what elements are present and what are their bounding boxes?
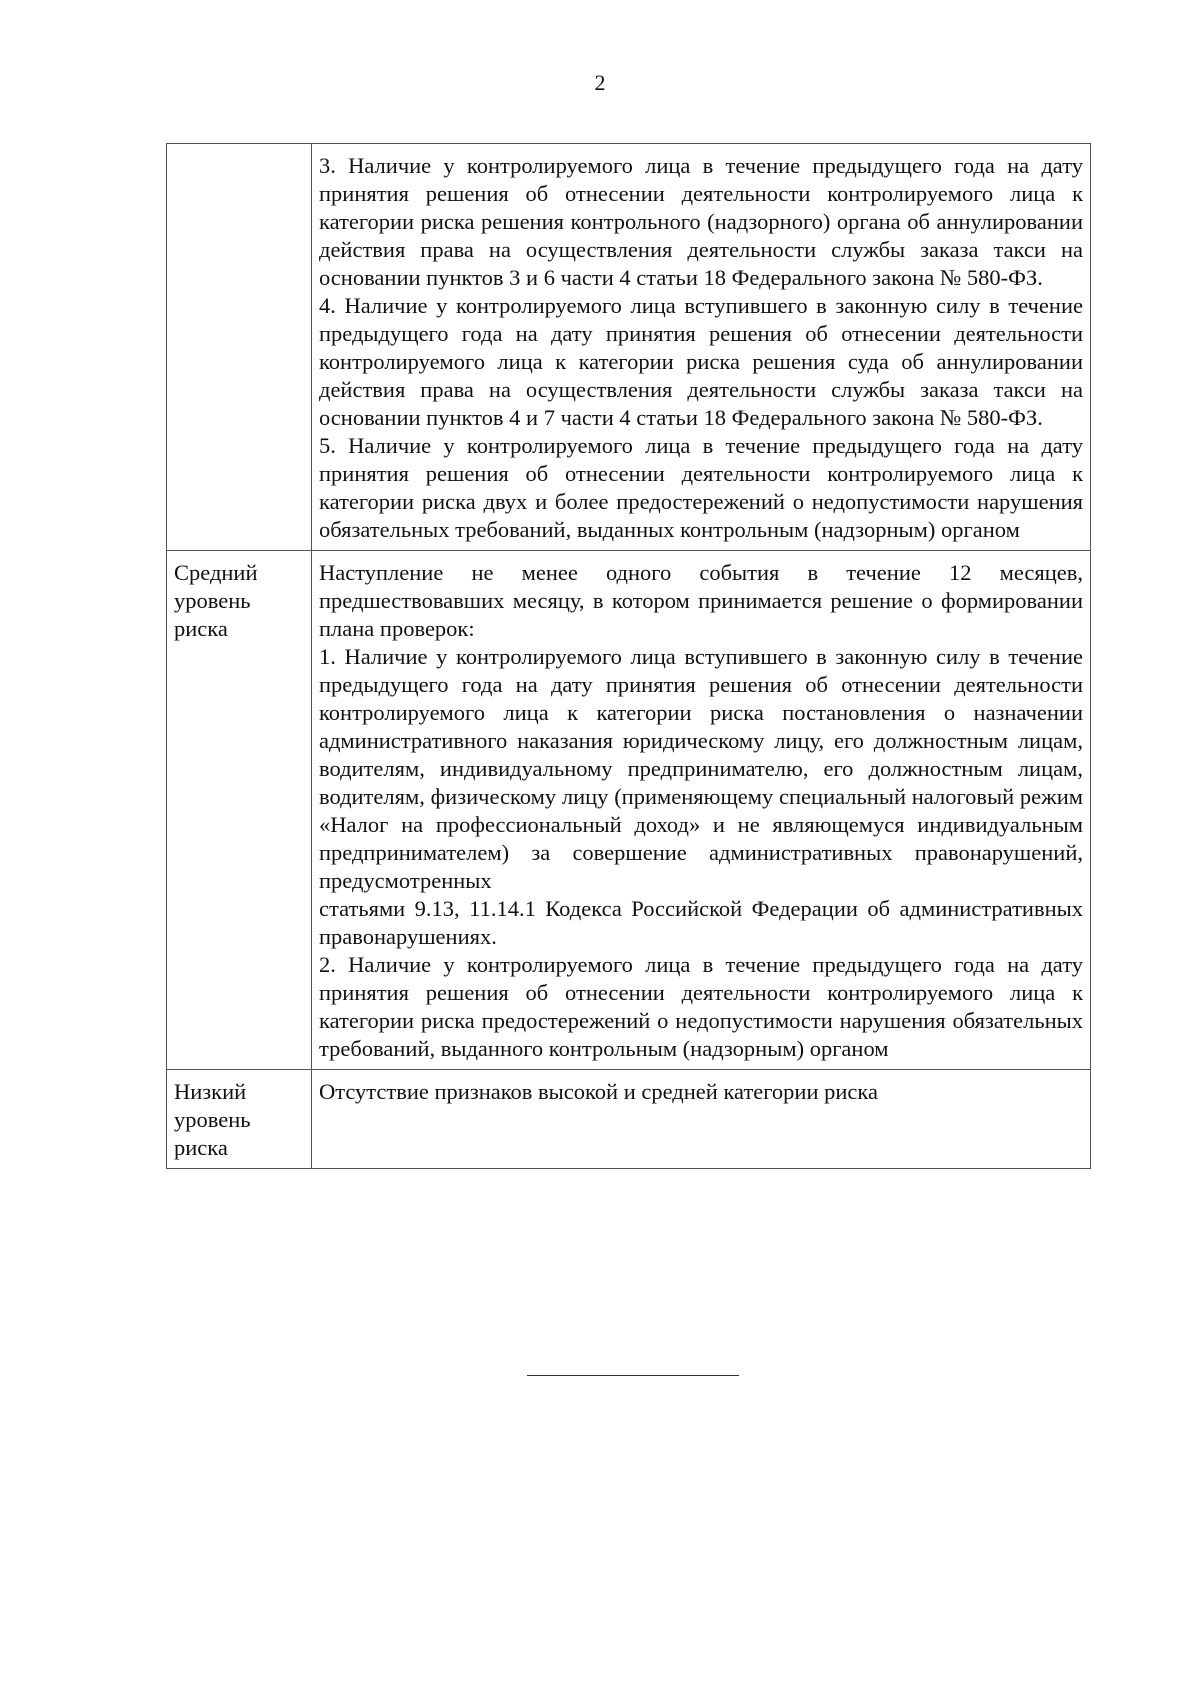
criteria-paragraph: 5. Наличие у контролируемого лица в течение предыдущего года на дату принятия решения об отнесении деятельности контролируемого лица к категории риска двух и более предостережений о недопустимости нарушения обязательных требований, выданных контрольным (надзорным) органом	[319, 433, 1083, 542]
criteria-paragraph: статьями 9.13, 11.14.1 Кодекса Российской Федерации об административных правонарушениях.	[319, 896, 1083, 949]
page-number: 2	[594, 70, 606, 95]
table-row	[167, 144, 1091, 551]
table-row	[167, 551, 1091, 1070]
risk-criteria-cell	[312, 144, 1091, 551]
risk-level-cell: Низкий уровень риска	[167, 1070, 312, 1169]
criteria-paragraph: 4. Наличие у контролируемого лица вступившего в законную силу в течение предыдущего года на дату принятия решения об отнесении деятельности контролируемого лица к категории риска решения суда об аннулировании действия права на осуществления деятельности службы заказа такси на основании пунктов 4 и 7 части 4 статьи 18 Федерального закона № 580-ФЗ.	[319, 293, 1083, 430]
risk-level-cell	[167, 144, 312, 551]
end-of-document-divider	[527, 1375, 739, 1376]
criteria-paragraph: 1. Наличие у контролируемого лица вступившего в законную силу в течение предыдущего года на дату принятия решения об отнесении деятельности контролируемого лица к категории риска постановления о назначении административного наказания юридическому лицу, его должностным лицам, водителям, индивидуальному предпринимателю, его должностным лицам, водителям, физическому лицу (применяющему специальный налоговый режим «Налог на профессиональный доход» и не являющемуся индивидуальным предпринимателем) за совершение административных правонарушений, предусмотренных	[319, 644, 1083, 893]
criteria-paragraph: 2. Наличие у контролируемого лица в течение предыдущего года на дату принятия решения об отнесении деятельности контролируемого лица к категории риска предостережений о недопустимости нарушения обязательных требований, выданного контрольным (надзорным) органом	[319, 952, 1083, 1061]
criteria-paragraph: 3. Наличие у контролируемого лица в течение предыдущего года на дату принятия решения об отнесении деятельности контролируемого лица к категории риска решения контрольного (надзорного) органа об аннулировании действия права на осуществления деятельности службы заказа такси на основании пунктов 3 и 6 части 4 статьи 18 Федерального закона № 580-ФЗ.	[319, 153, 1083, 290]
criteria-paragraph: Наступление не менее одного события в течение 12 месяцев, предшествовавших месяцу, в котором принимается решение о формировании плана проверок:	[319, 560, 1083, 641]
risk-criteria-cell	[312, 551, 1091, 1070]
table-row	[167, 1070, 1091, 1169]
criteria-paragraph: Отсутствие признаков высокой и средней категории риска	[319, 1079, 878, 1104]
risk-criteria-cell	[312, 1070, 1091, 1169]
risk-category-table	[166, 143, 1091, 1169]
risk-level-cell: Средний уровень риска	[167, 551, 312, 1070]
